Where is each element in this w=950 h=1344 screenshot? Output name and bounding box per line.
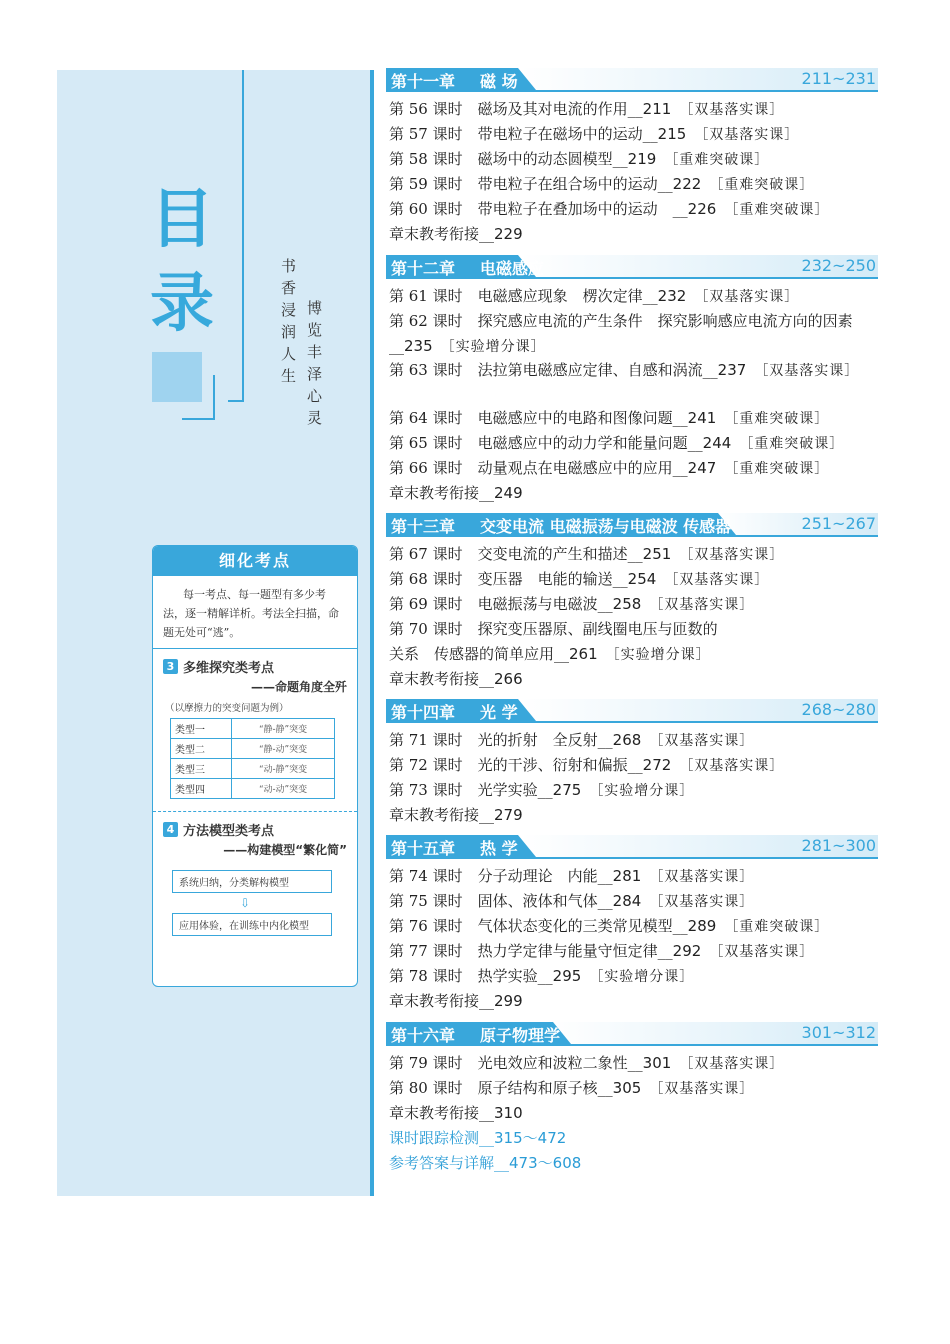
flow-box-1: 系统归纳，分类解构模型 [172,870,332,893]
toc-entry[interactable]: 第 75 课时 固体、液体和气体__284 ［双基落实课］ [389,892,755,910]
toc-entry[interactable]: 章末教考衔接__299 [389,992,523,1010]
title-char-1: 目 [150,183,214,257]
feature-card [152,545,358,987]
toc-entry-tracking[interactable]: 课时跟踪检测__315～472 [389,1129,567,1147]
chapter-header: 第十三章 交变电流 电磁振荡与电磁波 传感器 251~267 [386,513,878,535]
chapter-header: 第十四章 光 学 268~280 [386,699,878,721]
card-header: 细化考点 [153,546,357,576]
toc-entry[interactable]: 第 76 课时 气体状态变化的三类常见模型__289 ［重难突破课］ [389,917,830,935]
table-row: 类型三 “动-静”突变 [171,759,335,779]
section-number-badge: 3 [163,659,178,674]
section-title: 多维探究类考点 [183,661,275,676]
toc-entry[interactable]: 第 63 课时 法拉第电磁感应定律、自感和涡流__237 ［双基落实课］ [389,361,860,379]
toc-entry[interactable]: 第 56 课时 磁场及其对电流的作用__211 ［双基落实课］ [389,100,785,118]
title-decor-square [152,352,202,402]
toc-entry[interactable]: 第 72 课时 光的干涉、衍射和偏振__272 ［双基落实课］ [389,756,785,774]
toc-entry[interactable]: 第 65 课时 电磁感应中的动力学和能量问题__244 ［重难突破课］ [389,434,845,452]
toc-entry[interactable]: 第 64 课时 电磁感应中的电路和图像问题__241 ［重难突破课］ [389,409,830,427]
toc-entry[interactable]: 第 57 课时 带电粒子在磁场中的运动__215 ［双基落实课］ [389,125,800,143]
title-decor-line [242,70,244,402]
section-subtitle: ——命题角度全歼 [250,680,347,694]
title-decor-line [182,418,215,420]
type-table [170,718,335,799]
chapter-header: 第十二章 电磁感应 232~250 [386,255,878,277]
card-section-4 [153,812,357,936]
title-decor-line [228,400,244,402]
toc-entry[interactable]: 章末教考衔接__266 [389,670,523,688]
toc-entry[interactable]: 第 77 课时 热力学定律与能量守恒定律__292 ［双基落实课］ [389,942,815,960]
toc-entry[interactable]: 第 59 课时 带电粒子在组合场中的运动__222 ［重难突破课］ [389,175,815,193]
toc-entry[interactable]: 第 61 课时 电磁感应现象 楞次定律__232 ［双基落实课］ [389,287,800,305]
toc-entry[interactable]: 第 66 课时 动量观点在电磁感应中的应用__247 ［重难突破课］ [389,459,830,477]
toc-entry[interactable]: 章末教考衔接__310 [389,1104,523,1122]
chapter-header: 第十五章 热 学 281~300 [386,835,878,857]
toc-entry[interactable]: 章末教考衔接__279 [389,806,523,824]
toc-entry[interactable]: 第 79 课时 光电效应和波粒二象性__301 ［双基落实课］ [389,1054,785,1072]
table-row: 类型二 “静-动”突变 [171,739,335,759]
card-description: 每一考点、每一题型有多少考法，逐一精解详析。考法全扫描，命题无处可“逃”。 [153,576,357,649]
toc-entry[interactable]: 第 73 课时 光学实验__275 ［实验增分课］ [389,781,695,799]
toc-entry[interactable]: 第 62 课时 探究感应电流的产生条件 探究影响感应电流方向的因素__235 ［实验增分课］ [389,312,853,355]
table-row: 类型四 “动-动”突变 [171,779,335,799]
toc-entry[interactable]: 第 70 课时 探究变压器原、副线圈电压与匝数的 [389,620,718,638]
column-divider [370,70,374,1196]
toc-entry[interactable]: 第 69 课时 电磁振荡与电磁波__258 ［双基落实课］ [389,595,755,613]
toc-entry[interactable]: 第 67 课时 交变电流的产生和描述__251 ［双基落实课］ [389,545,785,563]
section-title: 方法模型类考点 [183,824,275,839]
toc-entry[interactable]: 关系 传感器的简单应用__261 ［实验增分课］ [389,645,711,663]
table-row: 类型一 “静-静”突变 [171,719,335,739]
card-section-3 [153,649,357,799]
flow-box-2: 应用体验，在训练中内化模型 [172,913,332,936]
arrow-down-icon: ⇩ [239,896,251,910]
chapter-header: 第十一章 磁 场 211~231 [386,68,878,90]
section-number-badge: 4 [163,822,178,837]
chapter-header: 第十六章 原子物理学 301~312 [386,1022,878,1044]
toc-entry-answers[interactable]: 参考答案与详解__473～608 [389,1154,582,1172]
toc-entry[interactable]: 第 58 课时 磁场中的动态圆模型__219 ［重难突破课］ [389,150,770,168]
toc-entry[interactable]: 第 80 课时 原子结构和原子核__305 ［双基落实课］ [389,1079,755,1097]
toc-entry[interactable]: 第 71 课时 光的折射 全反射__268 ［双基落实课］ [389,731,755,749]
title-char-2: 录 [150,267,214,341]
motto-line-2: 博览丰泽心灵 [305,300,323,432]
title-decor-line [213,375,215,420]
section-subtitle: ——构建模型“繁化简” [223,843,347,857]
toc-entry[interactable]: 章末教考衔接__249 [389,484,523,502]
toc-entry[interactable]: 章末教考衔接__229 [389,225,523,243]
toc-entry[interactable]: 第 60 课时 带电粒子在叠加场中的运动 __226 ［重难突破课］ [389,200,830,218]
section-note: （以摩擦力的突变问题为例） [165,703,289,714]
toc-entry[interactable]: 第 74 课时 分子动理论 内能__281 ［双基落实课］ [389,867,755,885]
toc-entry[interactable]: 第 78 课时 热学实验__295 ［实验增分课］ [389,967,695,985]
toc-entry[interactable]: 第 68 课时 变压器 电能的输送__254 ［双基落实课］ [389,570,770,588]
motto-line-1: 书香浸润人生 [279,258,297,390]
